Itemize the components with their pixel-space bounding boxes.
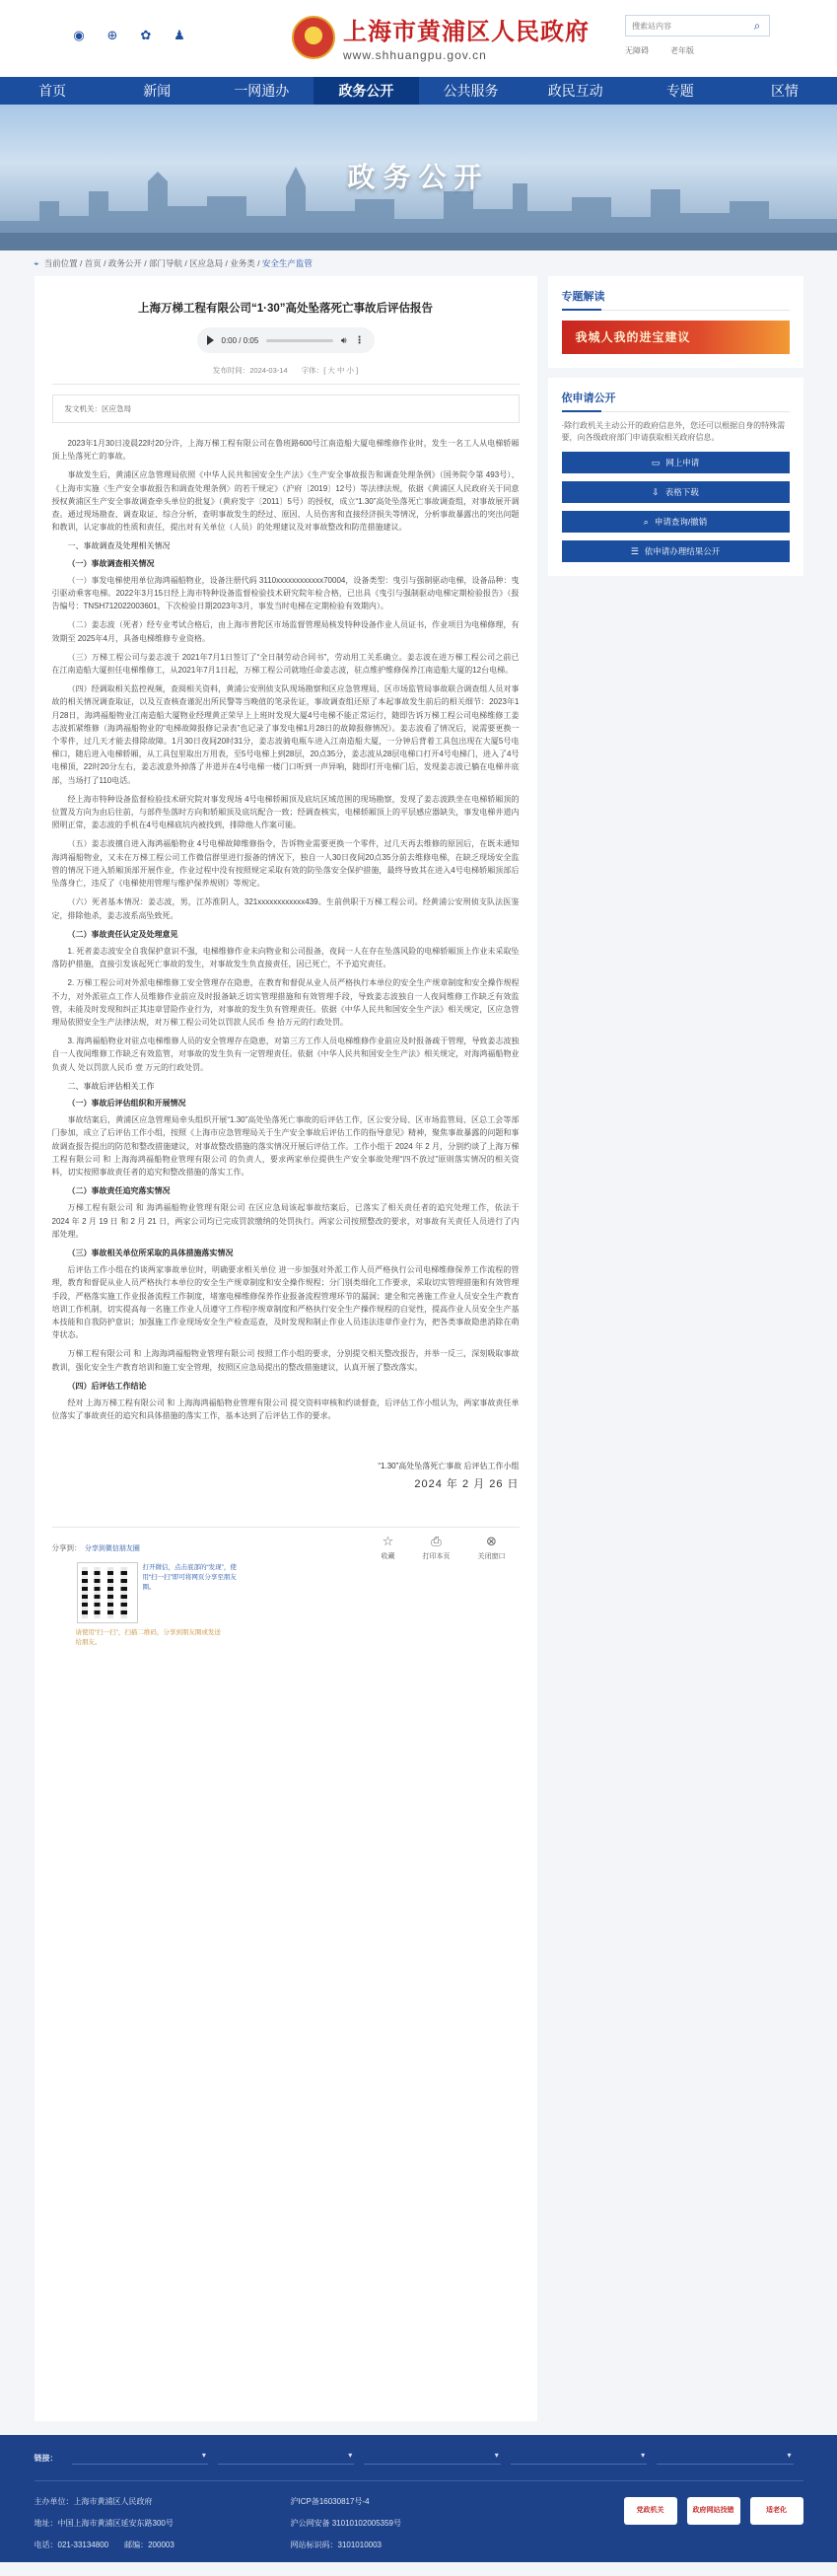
- top-icons: [71, 28, 187, 43]
- topic-section: [548, 276, 803, 368]
- article-heading: （一）事故调查相关情况: [67, 558, 155, 568]
- favorite-label: 收藏: [381, 1553, 395, 1561]
- article-heading: （一）事故后评估组织和开展情况: [67, 1098, 186, 1108]
- print-label: 打印本页: [422, 1553, 451, 1561]
- nav-item-topics[interactable]: 专题: [665, 83, 694, 99]
- footer-badges: [624, 2497, 803, 2525]
- footer-address: 地址：中国上海市黄浦区延安东路300号: [34, 2519, 174, 2528]
- breadcrumb-current[interactable]: 安全生产监管: [261, 258, 313, 268]
- article-paragraph: 2. 万梯工程公司对外派电梯维修工安全管理存在隐患，在教育和督促从业人员严格执行本单位的安全生产规章制度和安全操作规程不力，对外派驻点工作人员维修作业前应及时报备缺乏切实管理措施和有效管理手段，导致姜志波独自一人夜间维修工作缺乏有效监管，未能及时发现和纠正其违章冒险作业行为，对事故的发生负有管理责任。依据《中华人民共和国安全生产法》相关规定，区应急管理局依照安全生产法律法规，对万梯工程公司处以罚款人民币 叁 拾万元的行政处罚。: [51, 978, 520, 1027]
- article-paragraph: （五）姜志波擅自进入海鸿福船物业 4号电梯故障维修指令，告诉物业需要更换一个零件，过几天再去维修的原因后，在既未通知海鸿福船物业，又未在万梯工程公司工作微信群里进行报备的情况下，独自一人30日夜间20点35分前去维修电梯，在缺乏现场安全监管的情况下进入轿厢顶部开展作业，作业过程中没有按照规定采取有效的防坠落安全保护措施，最终导致其在进入4号电梯轿厢顶部后坠落身亡，违反了《电梯使用管理与维护保养规则》等规定。: [51, 839, 520, 889]
- nav-item-online-service[interactable]: 一网通办: [234, 83, 290, 99]
- article-paragraph: （三）万梯工程公司与姜志波于 2021年7月1日签订了“全日制劳动合同书”，劳动用工关系确立。姜志波在进万梯工程公司之前已在江南造船大厦担任电梯维修工，从2021年7月1日起，万梯工程公司就地任命姜志波，驻点维护维修保养江南造船大厦的12台电梯。: [51, 652, 520, 676]
- article-body: [52, 437, 520, 1422]
- article-paragraph: 经上海市特种设备监督检验技术研究院对事发现场 4号电梯轿厢顶及底坑区域范围的现场勘察，发现了姜志波跌坐在电梯轿厢顶的位置及方向为由后往前，与部件坠落时方向和轿厢顶及底坑配合一致；经调查核实，电梯轿厢顶上的平层感应器缺失，事发电梯井道内照明正常，姜志波的手机在4号电梯底坑内被找到，排除他人作案可能。: [51, 794, 520, 830]
- article-heading: （二）事故责任认定及处理意见: [67, 929, 178, 939]
- article-paragraph: （一）事发电梯使用单位海鸿福船物业，设备注册代码 3110xxxxxxxxxxxx70004，设备类型：曳引与强制驱动电梯，设备品种：曳引驱动乘客电梯。2022年3月15日经上海市特种设备监督检验技术研究院年检合格，已出具《曳引与强制驱动电梯定期检验报告》（报告编号：TNSH712022003601，下次检验日期2023年3月，事发当时电梯在定期检验有效期内）。: [51, 575, 520, 611]
- weibo-icon[interactable]: ◉: [73, 28, 85, 42]
- breadcrumb-item[interactable]: 部门导航: [149, 258, 183, 268]
- breadcrumb-item[interactable]: 业务类: [230, 258, 255, 268]
- apply-button-label: 网上申请: [665, 458, 700, 467]
- article-paragraph: （六）死者基本情况：姜志波，男，江苏淮阴人，321xxxxxxxxxxxx439。生前供职于万梯工程公司。经黄浦公安刑侦支队法医鉴定，排除他杀，姜志波系高坠致死。: [51, 897, 520, 920]
- footer-info: [35, 2480, 803, 2556]
- site-logo[interactable]: [292, 12, 590, 62]
- document-icon: ☰: [630, 545, 639, 556]
- breadcrumb-item[interactable]: 首页: [84, 258, 102, 268]
- article: [35, 276, 537, 2421]
- article-meta: [52, 365, 520, 385]
- national-emblem-icon: [292, 16, 335, 59]
- volume-icon[interactable]: 🔊︎: [340, 334, 347, 345]
- article-heading: （三）事故相关单位所采取的具体措施落实情况: [67, 1248, 234, 1257]
- form-download-button[interactable]: [562, 481, 790, 503]
- share-label: 分享到：: [51, 1543, 82, 1553]
- sign-date: 2024 年 2 月 26 日: [414, 1478, 520, 1491]
- gov-org-badge[interactable]: 党政机关: [624, 2497, 677, 2525]
- printer-icon: ⎙: [431, 1534, 442, 1549]
- favorite-button[interactable]: [382, 1534, 395, 1561]
- article-tools: [382, 1534, 506, 1561]
- article-paragraph: 事故结案后，黄浦区应急管理局牵头组织开展“1.30”高处坠落死亡事故的后评估工作，区公安分局、区市场监管局、区总工会等部门参加，成立了后评估工作小组，按照《上海市应急管理局关于生产安全事故后评估工作的指导意见》精神，聚焦事故暴露的问题和事故调查报告提出的防范和整改措施建议，对事故整改措施的落实情况开展后评估工作。工作小组于 2024 年 2 月，分别约谈了上海万梯工程有限公司 和 上海海鸿福船物业管理有限公司 的负责人，要求两家单位提供生产安全事故处理“四不放过”原则落实情况的相关资料，切实按照事故责任者的追究和整改措施的落实工作。: [51, 1115, 520, 1177]
- section-banner: [0, 105, 837, 250]
- breadcrumb: ⌖ 当前位置 / 首页 / 政务公开 / 部门导航 / 区应急局 / 业务类 / 安全生产监管: [34, 258, 313, 268]
- article-heading: 一、事故调查及处理相关情况: [67, 541, 171, 551]
- topic-banner[interactable]: 我城人我的进宝建议: [562, 321, 790, 354]
- breadcrumb-item[interactable]: 区应急局: [189, 258, 224, 268]
- sidebar: [548, 276, 803, 586]
- footer-link-select[interactable]: [72, 2451, 208, 2465]
- star-icon: ☆: [382, 1534, 394, 1549]
- qr-code-image: [78, 1563, 137, 1622]
- monitor-icon: ▭: [651, 457, 661, 467]
- article-paragraph: 万梯工程有限公司 和 海鸿福船物业管理有限公司 在区应急局该起事故结案后，已落实了相关责任者的追究处理工作，依法于 2024 年 2 月 19 日 和 2 月 21 日，两家公司均已完成罚款缴纳的处罚执行。两家公司按照整改的要求，对事故有关责任人员进行了内部处理。: [51, 1203, 520, 1239]
- search-box: [625, 15, 770, 36]
- article-heading: 二、事故后评估相关工作: [67, 1081, 155, 1091]
- article-paragraph: 万梯工程有限公司 和 上海海鸿福船物业管理有限公司 按照工作小组的要求，分别提交相关整改报告，并举一反三，深刻吸取事故教训，强化安全生产教育培训和施工安全管理，按照区应急局提出的整改措施建议，认真开展了整改落实。: [51, 1349, 520, 1372]
- nav-item-public-service[interactable]: 公共服务: [443, 83, 499, 99]
- footer-links-label: 链接：: [34, 2453, 58, 2463]
- location-pin-icon: ⌖: [34, 258, 39, 268]
- breadcrumb-label: 当前位置: [43, 258, 78, 268]
- apply-query-button[interactable]: [562, 511, 790, 533]
- article-paragraph: 经对 上海万梯工程有限公司 和 上海海鸿福船物业管理有限公司 提交资料审核和约谈督查，后评估工作小组认为，两家事故责任单位落实了事故责任的追究和具体措施的落实工作，基本达到了后评估工作的要求。: [51, 1398, 520, 1421]
- more-options-icon[interactable]: ⋮: [354, 334, 365, 346]
- footer-links: [35, 2435, 803, 2480]
- qr-scan-note: 请使用“扫一扫”，扫描二维码，分享到朋友圈或发送给朋友。: [75, 1629, 221, 1647]
- audio-time: 0:00 / 0:05: [221, 335, 259, 345]
- print-button[interactable]: [423, 1534, 451, 1561]
- search-icon[interactable]: ⌕: [753, 19, 761, 33]
- footer-link-select[interactable]: [511, 2451, 647, 2465]
- footer-police[interactable]: 沪公网安备 31010102005359号: [290, 2519, 402, 2528]
- site-url: www.shhuangpu.gov.cn: [343, 48, 487, 62]
- apply-section-title: 依申请公开: [562, 390, 790, 412]
- site-header: [0, 0, 837, 77]
- footer-site-code: 网站标识码：3101010003: [290, 2540, 382, 2549]
- main-nav: [0, 77, 837, 105]
- font-size-switch[interactable]: 字体：[ 大 中 小 ]: [301, 366, 359, 375]
- apply-button-label: 表格下载: [664, 487, 699, 497]
- close-label: 关闭窗口: [477, 1553, 506, 1561]
- error-report-badge[interactable]: 政府网站找错: [687, 2497, 740, 2525]
- article-heading: （二）事故责任追究落实情况: [67, 1186, 171, 1196]
- qr-note: 打开微信，点击底部的“发现”，使用“扫一扫”即可将网页分享至朋友圈。: [142, 1564, 237, 1592]
- globe-icon[interactable]: ⊕: [106, 28, 118, 42]
- site-title: 上海市黄浦区人民政府: [343, 20, 590, 45]
- nav-item-gov-affairs[interactable]: 政务公开: [314, 77, 418, 105]
- nav-item-interaction[interactable]: 政民互动: [547, 83, 603, 99]
- article-paragraph: 2023年1月30日凌晨22时20分许，上海万梯工程有限公司在鲁班路600号江南造船大厦电梯维修作业时，发生一名工人从电梯轿厢顶上坠落死亡的事故。: [51, 439, 520, 462]
- wechat-icon[interactable]: ✿: [140, 28, 152, 42]
- share-wechat-link[interactable]: 分享到微信朋友圈: [84, 1545, 140, 1553]
- apply-results-button[interactable]: [562, 540, 790, 562]
- article-heading: （四）后评估工作结论: [67, 1381, 147, 1391]
- article-paragraph: （二）姜志波（死者）经专业考试合格后，由上海市普陀区市场监督管理局核发特种设备作业人员证书，作业项目为电梯修理，有效期至 2025年4月，具备电梯维修专业资格。: [51, 620, 520, 643]
- apply-section: [548, 378, 803, 576]
- share-area: [52, 1527, 520, 1675]
- close-icon: ⊗: [486, 1534, 497, 1549]
- content-wrap: [35, 276, 803, 2421]
- footer-phone: 电话：021-33134800 邮编：200003: [34, 2540, 174, 2549]
- online-apply-button[interactable]: [562, 452, 790, 473]
- sign-org: “1.30”高处坠落死亡事故 后评估工作小组: [378, 1462, 520, 1471]
- close-window-button[interactable]: [478, 1534, 506, 1561]
- publish-date: 发布时间：2024-03-14: [212, 366, 288, 375]
- play-icon[interactable]: [207, 335, 214, 345]
- article-paragraph: 后评估工作小组在约谈两家事故单位时，明确要求相关单位 进一步加强对外派工作人员严格执行公司电梯维修保养工作流程的管理，教育和督促从业人员严格执行本单位的安全生产规章制度和安全操作规程；分门别类细化工作要求，采取切实管理措施和有效管理手段，严格落实施工作业报备流程工作制度，堵塞电梯维修保养作业报备流程管理环节的漏洞；建全和完善施工作业人员安全生产教育培训工作机制，切实提高每一名施工作业人员遵守工作程序规章制度和严格执行安全生产操作规程的自觉性，提高作业人员安全生产基本技能和自我防护意识；加强施工作业现场安全生产检查巡查，及时发现和制止作业人员违法违章作业行为，把各类事故隐患消除在萌芽状态。: [51, 1265, 520, 1340]
- article-paragraph: 1. 死者姜志波安全自我保护意识不强，电梯维修作业未向物业和公司报备，夜间一人在存在坠落风险的电梯轿厢顶上作业未采取坠落防护措施，直接引发该起死亡事故的发生，对事故发生负直接责任，因已死亡，不予追究责任。: [51, 946, 520, 969]
- breadcrumb-item[interactable]: 政务公开: [107, 258, 142, 268]
- issuer-box: [52, 394, 520, 423]
- audio-player[interactable]: [197, 327, 375, 353]
- search-icon: ⌕: [643, 516, 649, 527]
- accessibility-link[interactable]: 无障碍: [625, 46, 649, 55]
- audio-progress-slider[interactable]: [266, 339, 333, 342]
- footer-link-select[interactable]: [218, 2451, 354, 2465]
- elderly-mode-link[interactable]: 老年版: [670, 46, 694, 55]
- article-paragraph: 3. 海鸿福船物业对驻点电梯维修人员的安全管理存在隐患，对第三方工作人员电梯维修作业前应及时报备疏于管理，导致姜志波独自一人夜间维修工作缺乏有效监管，对事故的发生负有一定管理责任。依据《中华人民共和国安全生产法》相关规定，对海鸿福船物业 负责人 处以罚款人民币 壹 万元的行政处罚。: [51, 1037, 520, 1072]
- nav-item-home[interactable]: 首页: [38, 83, 67, 99]
- footer-host: 主办单位：上海市黄浦区人民政府: [34, 2497, 153, 2506]
- article-paragraph: （四）经调取相关监控视频，查阅相关资料，黄浦公安刑侦支队现场勘察和区应急管理局、区市场监管局事故联合调查组人员对事故的相关情况调查取证，以及互查核查谨泥出所民警等当晚值的笔录佐证，事故调查组还原了本起事故发生前后的相关细节：2023年1月28日，海鸿福船物业江南造船大厦物业经理黄正荣早上上班时发现大厦4号电梯不能正常运行，随即告诉万梯工程公司电梯维修工姜志波抓紧维修（海鸿福船物业的“电梯故障报修记录表”也记录了事发电梯1月28日的故障报修情况）。姜志波看了情况后，说需要更换一个零件，过几天才能去排除故障。1月30日夜间20时31分，姜志波骑电瓶车进入江南造船大厦，一分钟后背着工具包出现在大厦5号电梯口，随后进入电梯轿厢，从工具包里取出万用表，至5号电梯上到28层，20点35分，姜志波从28层电梯口打开4号电梯门，进入了4号电梯顶，22时20分左右，姜志波意外掉落了井道并在4号电梯一楼门口听到一声异响，随即打开电梯门后，发现姜志波已躺在电梯井底部，当场打了110电话。: [51, 684, 520, 785]
- article-title: 上海万梯工程有限公司“1·30”高处坠落死亡事故后评估报告: [137, 303, 433, 315]
- signature: [52, 1458, 520, 1493]
- footer-link-select[interactable]: [364, 2451, 500, 2465]
- article-paragraph: 事故发生后，黄浦区应急管理局依照《中华人民共和国安全生产法》《生产安全事故报告和调查处理条例》（国务院令第 493号）、《上海市实施〈生产安全事故报告和调查处理条例〉的若干规定》（沪府〔2019〕12号）等法律法规，依据《黄浦区人民政府关于同意授权黄浦区生产安全事故调查牵头单位的批复》（黄府发字〔2011〕5号）的授权，成立“1.30”高处坠落死亡事故调查组，对事故展开调查。通过现场勘查、调查取证、综合分析，查明事故发生的经过、原因、人员伤害和直接经济损失等情况，分析事故暴露出的突出问题和教训，认定事故的性质和责任，提出对有关单位（人员）的处理建议及对事故整改和防范措施建议。: [51, 470, 520, 533]
- footer-link-select[interactable]: [657, 2451, 793, 2465]
- nav-item-district[interactable]: 区情: [770, 83, 799, 99]
- search-input[interactable]: [626, 16, 744, 36]
- apply-button-label: 依申请办理结果公开: [644, 546, 721, 556]
- apply-text: ·除行政机关主动公开的政府信息外，您还可以根据自身的特殊需要，向各级政府部门申请获取相关政府信息。: [561, 421, 786, 442]
- nav-item-news[interactable]: 新闻: [143, 83, 172, 99]
- banner-title: 政务公开: [347, 163, 490, 193]
- footer-icp[interactable]: 沪ICP备16030817号-4: [290, 2497, 370, 2506]
- site-footer: [0, 2435, 837, 2562]
- issuer: 发文机关：区应急局: [64, 404, 131, 413]
- apply-button-label: 申请查询/撤销: [654, 517, 708, 527]
- top-links: [625, 45, 694, 56]
- elderly-friendly-badge[interactable]: 适老化: [750, 2497, 803, 2525]
- download-icon: ⇩: [652, 486, 660, 497]
- user-icon[interactable]: ♟: [174, 28, 185, 42]
- topic-section-title: 专题解读: [562, 288, 790, 311]
